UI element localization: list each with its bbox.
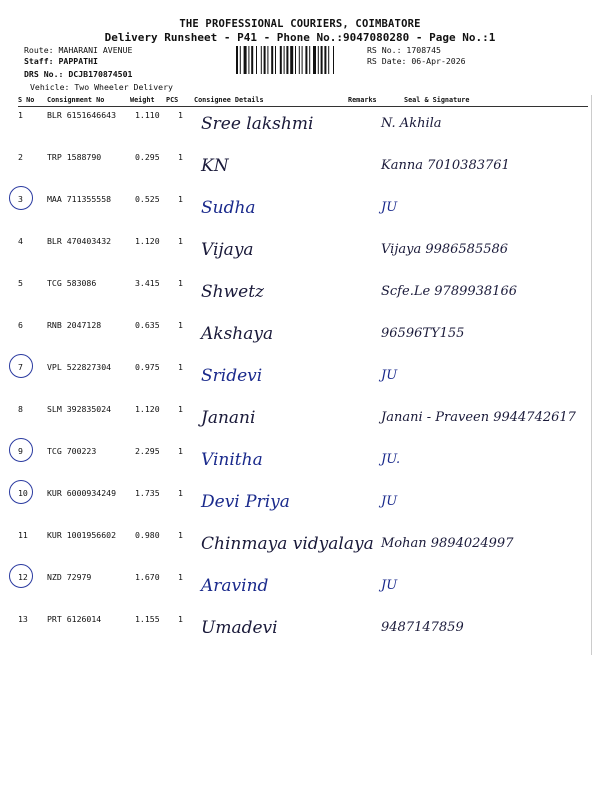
- consignment-number: SLM 392835024: [47, 404, 112, 414]
- runsheet-title: Delivery Runsheet - P41 - Phone No.:9047080280 - Page No.:1: [104, 31, 496, 44]
- drs-number: DRS No.: DCJB170874501: [24, 69, 133, 79]
- serial-number: 4: [18, 236, 23, 246]
- consignment-number: TCG 583086: [47, 278, 97, 288]
- weight-value: 1.120: [135, 404, 160, 414]
- right-border-line: [591, 95, 592, 655]
- column-header-consignee: Consignee Details: [194, 96, 264, 104]
- company-title: THE PROFESSIONAL COURIERS, COIMBATORE: [179, 18, 421, 30]
- pcs-value: 1: [178, 446, 183, 456]
- rs-number: RS No.: 1708745: [367, 45, 441, 55]
- serial-number: 3: [18, 194, 23, 204]
- pcs-value: 1: [178, 530, 183, 540]
- consignment-number: PRT 6126014: [47, 614, 102, 624]
- column-header-seal: Seal & Signature: [404, 96, 470, 104]
- serial-number: 12: [18, 572, 28, 582]
- seal-signature: JU.: [381, 452, 401, 467]
- pcs-value: 1: [178, 152, 183, 162]
- serial-number: 9: [18, 446, 23, 456]
- consignment-number: TCG 700223: [47, 446, 97, 456]
- route-label: Route: MAHARANI AVENUE: [24, 45, 133, 55]
- pcs-value: 1: [178, 362, 183, 372]
- consignee-handwriting: Vinitha: [201, 450, 263, 470]
- seal-signature: 9487147859: [381, 620, 464, 635]
- consignee-handwriting: Chinmaya vidyalaya: [201, 534, 374, 554]
- weight-value: 0.525: [135, 194, 160, 204]
- consignment-number: BLR 470403432: [47, 236, 112, 246]
- seal-signature: JU: [381, 494, 398, 509]
- weight-value: 2.295: [135, 446, 160, 456]
- seal-signature: JU: [381, 200, 398, 215]
- column-header-remarks: Remarks: [348, 96, 377, 104]
- staff-label: Staff: PAPPATHI: [24, 56, 98, 66]
- pcs-value: 1: [178, 404, 183, 414]
- weight-value: 1.155: [135, 614, 160, 624]
- column-header-sno: S No: [18, 96, 35, 104]
- seal-signature: N. Akhila: [381, 116, 442, 131]
- serial-number: 13: [18, 614, 28, 624]
- column-header-weight: Weight: [130, 96, 155, 104]
- consignment-number: MAA 711355558: [47, 194, 112, 204]
- serial-number: 1: [18, 110, 23, 120]
- consignment-number: KUR 1001956602: [47, 530, 117, 540]
- weight-value: 1.110: [135, 110, 160, 120]
- consignee-handwriting: Vijaya: [201, 240, 254, 260]
- consignee-handwriting: Akshaya: [201, 324, 274, 344]
- weight-value: 0.635: [135, 320, 160, 330]
- weight-value: 1.670: [135, 572, 160, 582]
- consignment-number: KUR 6000934249: [47, 488, 117, 498]
- seal-signature: Scfe.Le 9789938166: [381, 284, 517, 299]
- consignment-number: BLR 6151646643: [47, 110, 117, 120]
- serial-number: 8: [18, 404, 23, 414]
- circled-mark-icon: [9, 480, 33, 504]
- pcs-value: 1: [178, 572, 183, 582]
- column-header-pcs: PCS: [166, 96, 179, 104]
- weight-value: 0.975: [135, 362, 160, 372]
- circled-mark-icon: [9, 186, 33, 210]
- consignee-handwriting: Aravind: [201, 576, 269, 596]
- consignee-handwriting: Janani: [201, 408, 256, 428]
- consignment-number: TRP 1588790: [47, 152, 102, 162]
- pcs-value: 1: [178, 488, 183, 498]
- pcs-value: 1: [178, 320, 183, 330]
- weight-value: 1.120: [135, 236, 160, 246]
- serial-number: 7: [18, 362, 23, 372]
- weight-value: 0.295: [135, 152, 160, 162]
- rs-date: RS Date: 06-Apr-2026: [367, 56, 466, 66]
- pcs-value: 1: [178, 614, 183, 624]
- consignee-handwriting: KN: [201, 156, 229, 176]
- serial-number: 11: [18, 530, 28, 540]
- consignment-number: VPL 522827304: [47, 362, 112, 372]
- consignment-number: NZD 72979: [47, 572, 92, 582]
- seal-signature: JU: [381, 368, 398, 383]
- consignee-handwriting: Sridevi: [201, 366, 263, 386]
- consignee-handwriting: Devi Priya: [201, 492, 290, 512]
- circled-mark-icon: [9, 564, 33, 588]
- weight-value: 1.735: [135, 488, 160, 498]
- vehicle-label: Vehicle: Two Wheeler Delivery: [30, 82, 173, 92]
- weight-value: 0.980: [135, 530, 160, 540]
- serial-number: 5: [18, 278, 23, 288]
- pcs-value: 1: [178, 278, 183, 288]
- serial-number: 10: [18, 488, 28, 498]
- column-header-consignment: Consignment No: [47, 96, 105, 104]
- serial-number: 2: [18, 152, 23, 162]
- seal-signature: Janani - Praveen 9944742617: [381, 410, 576, 425]
- circled-mark-icon: [9, 438, 33, 462]
- seal-signature: JU: [381, 578, 398, 593]
- seal-signature: Vijaya 9986585586: [381, 242, 509, 257]
- consignee-handwriting: Sree lakshmi: [201, 114, 314, 134]
- consignee-handwriting: Umadevi: [201, 618, 278, 638]
- table-row: [18, 614, 588, 676]
- seal-signature: 96596TY155: [381, 326, 465, 341]
- pcs-value: 1: [178, 236, 183, 246]
- weight-value: 3.415: [135, 278, 160, 288]
- table-header: [18, 95, 588, 107]
- consignee-handwriting: Shwetz: [201, 282, 264, 302]
- circled-mark-icon: [9, 354, 33, 378]
- pcs-value: 1: [178, 110, 183, 120]
- barcode-icon: [236, 46, 364, 74]
- seal-signature: Kanna 7010383761: [381, 158, 510, 173]
- consignment-number: RNB 2047128: [47, 320, 102, 330]
- consignee-handwriting: Sudha: [201, 198, 256, 218]
- serial-number: 6: [18, 320, 23, 330]
- seal-signature: Mohan 9894024997: [381, 536, 514, 551]
- pcs-value: 1: [178, 194, 183, 204]
